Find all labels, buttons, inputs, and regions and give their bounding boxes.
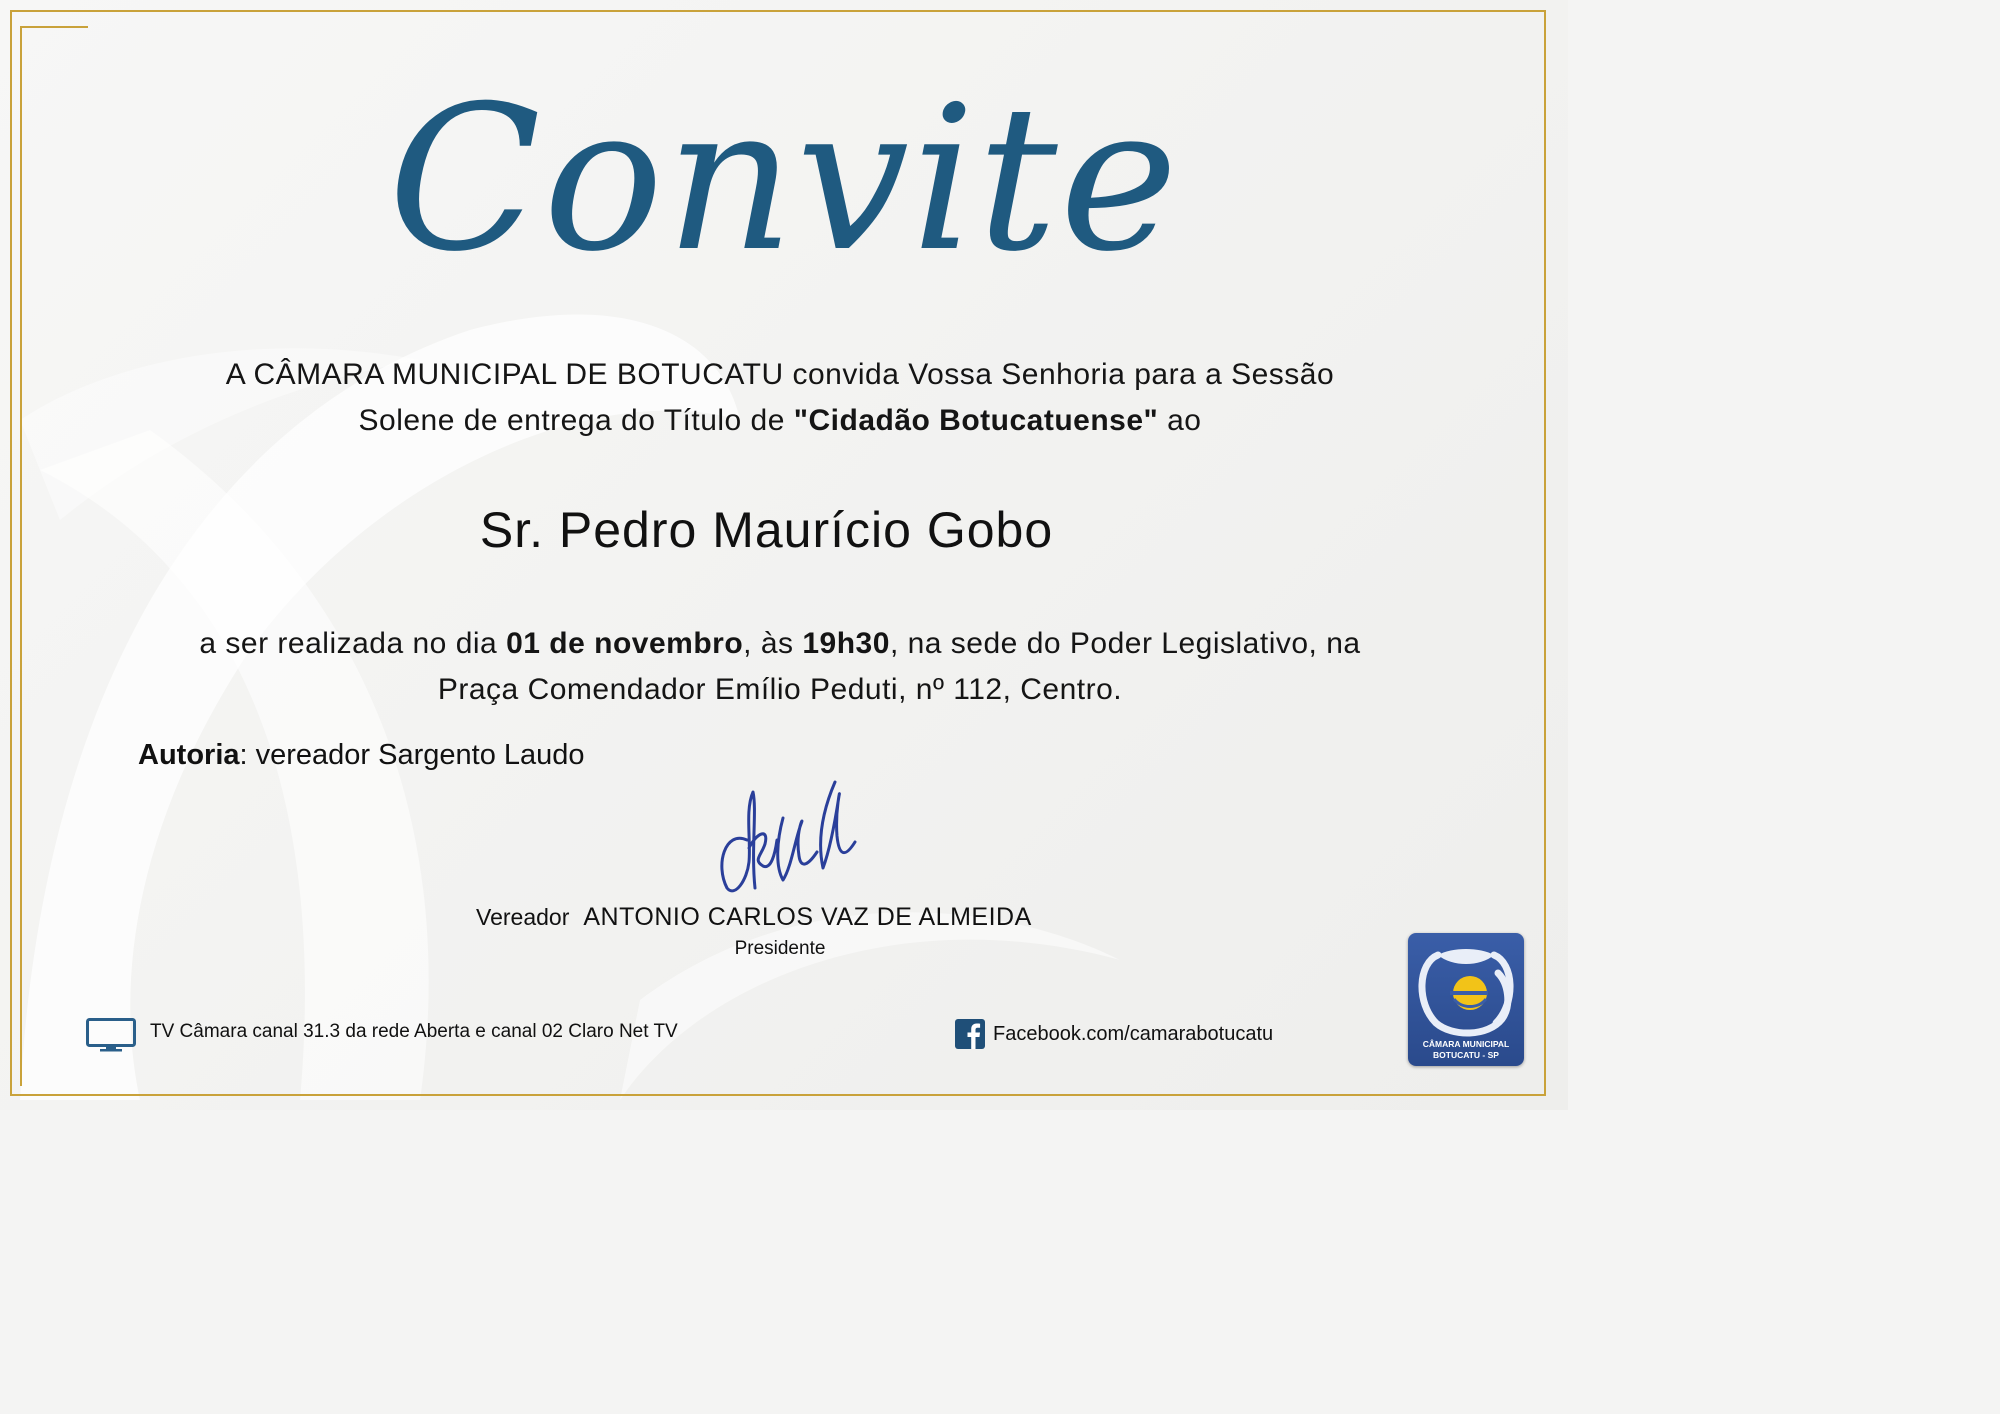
signer-name: ANTONIO CARLOS VAZ DE ALMEIDA bbox=[583, 903, 1032, 931]
handwritten-signature bbox=[705, 770, 865, 900]
logo-text-line2: BOTUCATU - SP bbox=[1433, 1050, 1499, 1060]
intro-line1-rest: convida Vossa Senhoria para a Sessão bbox=[783, 358, 1335, 391]
signer-role: Vereador bbox=[476, 904, 570, 930]
details-post: , na sede do Poder Legislativo, na bbox=[889, 627, 1361, 660]
camara-emblem-icon bbox=[1408, 933, 1524, 1039]
logo-text-line1: CÂMARA MUNICIPAL bbox=[1422, 1039, 1510, 1049]
signer-position: Presidente bbox=[734, 938, 826, 959]
tv-channel-info: TV Câmara canal 31.3 da rede Aberta e canal 02 Claro Net TV bbox=[150, 1021, 678, 1042]
signer-line bbox=[476, 900, 1032, 935]
event-address: Praça Comendador Emílio Peduti, nº 112, Centro. bbox=[437, 673, 1123, 706]
authorship-label: Autoria bbox=[138, 739, 240, 771]
facebook-link[interactable]: Facebook.com/camarabotucatu bbox=[993, 1023, 1274, 1045]
event-date: 01 de novembro bbox=[506, 627, 744, 660]
intro-line2-post: ao bbox=[1158, 404, 1202, 437]
facebook-icon bbox=[955, 1019, 985, 1049]
honoree-name: Sr. Pedro Maurício Gobo bbox=[479, 502, 1054, 558]
details-mid: , às bbox=[743, 627, 803, 660]
authorship-value: : vereador Sargento Laudo bbox=[239, 739, 585, 771]
intro-paragraph bbox=[120, 352, 1440, 444]
details-pre: a ser realizada no dia bbox=[199, 627, 507, 660]
border-accent-horizontal bbox=[20, 26, 88, 28]
honor-title: "Cidadão Botucatuense" bbox=[793, 404, 1159, 437]
intro-line2-pre: Solene de entrega do Título de bbox=[358, 404, 794, 437]
intro-org-name: A CÂMARA MUNICIPAL DE BOTUCATU bbox=[225, 358, 784, 391]
invitation-title: Convite bbox=[388, 63, 1180, 296]
details-paragraph bbox=[120, 621, 1440, 713]
camara-logo bbox=[1408, 933, 1524, 1066]
tv-icon bbox=[86, 1018, 136, 1052]
authorship bbox=[138, 735, 585, 775]
event-time: 19h30 bbox=[802, 627, 890, 660]
